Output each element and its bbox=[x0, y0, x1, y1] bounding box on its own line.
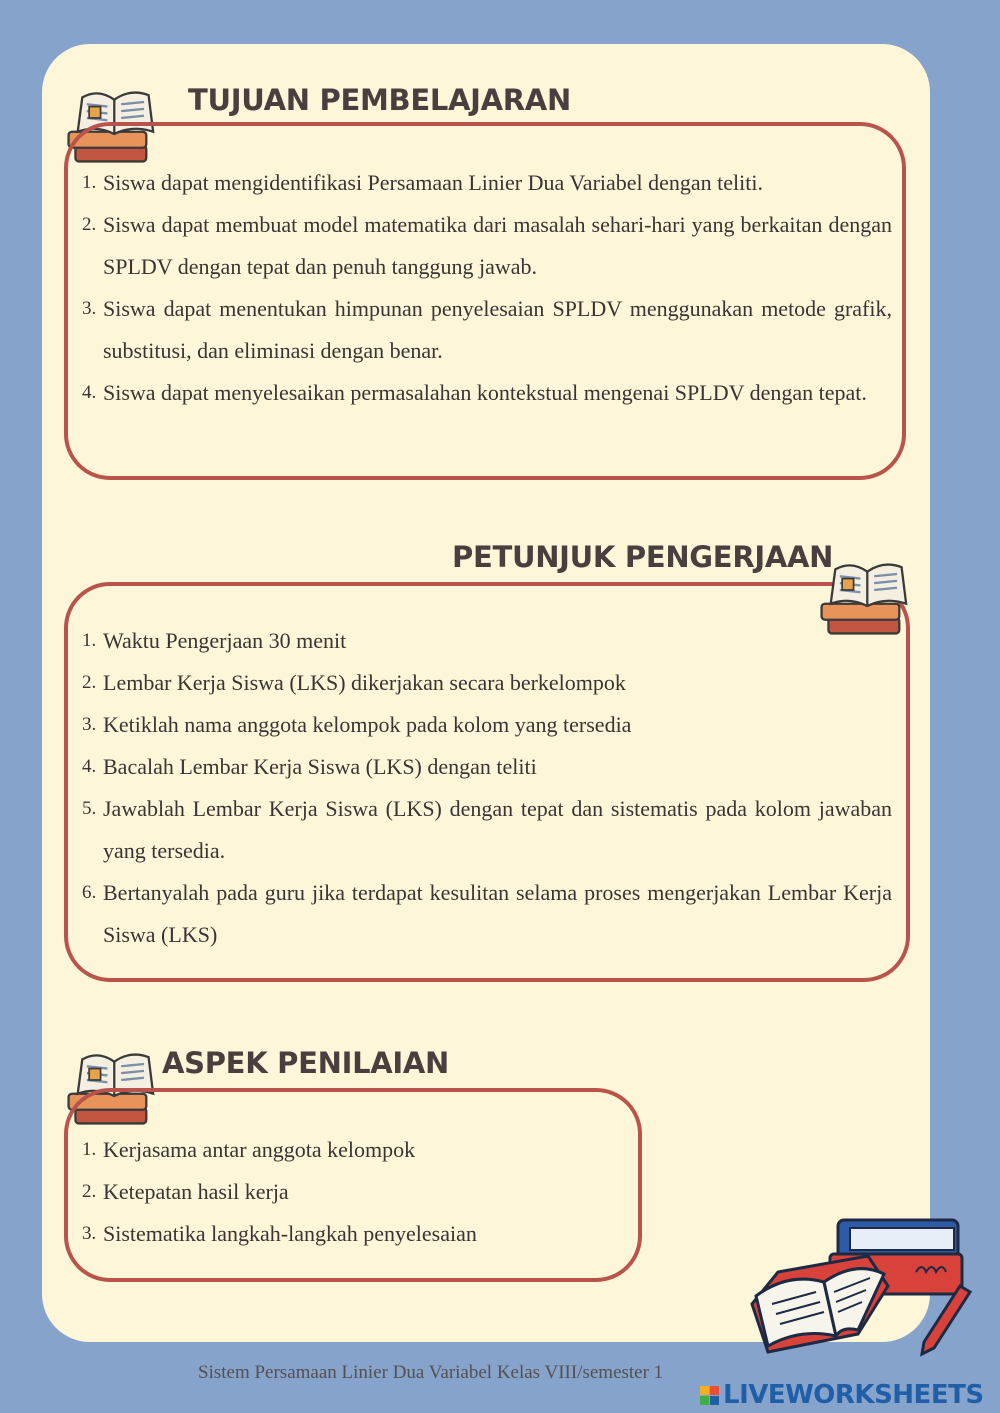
brand-text: LIVEWORKSHEETS bbox=[723, 1380, 984, 1410]
liveworksheets-logo bbox=[700, 1380, 984, 1410]
petunjuk-list bbox=[82, 620, 892, 956]
tujuan-list bbox=[82, 162, 892, 414]
list-item: 6. Bertanyalah pada guru jika terdapat kesulitan selama proses mengerjakan Lembar Kerja Siswa (LKS) bbox=[82, 880, 892, 947]
logo-blocks-icon bbox=[700, 1386, 719, 1405]
list-item: 1. Waktu Pengerjaan 30 menit bbox=[82, 628, 347, 653]
list-item: 3. Sistematika langkah-langkah penyelesaian bbox=[82, 1221, 477, 1246]
footer-text: Sistem Persamaan Linier Dua Variabel Kelas VIII/semester 1 bbox=[198, 1362, 664, 1383]
aspek-list bbox=[82, 1129, 622, 1255]
section-title-tujuan: TUJUAN PEMBELAJARAN bbox=[188, 83, 571, 117]
list-item: 5. Jawablah Lembar Kerja Siswa (LKS) dengan tepat dan sistematis pada kolom jawaban yang tersedia. bbox=[82, 796, 892, 863]
list-item: 2. Ketepatan hasil kerja bbox=[82, 1179, 289, 1204]
section-title-petunjuk: PETUNJUK PENGERJAAN bbox=[452, 540, 834, 574]
books-pencil-illustration bbox=[738, 1212, 978, 1362]
list-item: 2. Lembar Kerja Siswa (LKS) dikerjakan secara berkelompok bbox=[82, 670, 626, 695]
list-item: 1. Siswa dapat mengidentifikasi Persamaan Linier Dua Variabel dengan teliti. bbox=[82, 170, 764, 195]
list-item: 2. Siswa dapat membuat model matematika dari masalah sehari-hari yang berkaitan dengan SPLDV dengan tepat dan penuh tanggung jawab. bbox=[82, 212, 892, 279]
list-item: 4. Siswa dapat menyelesaikan permasalahan kontekstual mengenai SPLDV dengan tepat. bbox=[82, 380, 867, 405]
list-item: 4. Bacalah Lembar Kerja Siswa (LKS) dengan teliti bbox=[82, 754, 537, 779]
section-title-aspek: ASPEK PENILAIAN bbox=[162, 1046, 450, 1080]
list-item: 3. Siswa dapat menentukan himpunan penyelesaian SPLDV menggunakan metode grafik, substitusi, dan eliminasi dengan benar. bbox=[82, 296, 892, 363]
list-item: 3. Ketiklah nama anggota kelompok pada kolom yang tersedia bbox=[82, 712, 632, 737]
list-item: 1. Kerjasama antar anggota kelompok bbox=[82, 1137, 416, 1162]
